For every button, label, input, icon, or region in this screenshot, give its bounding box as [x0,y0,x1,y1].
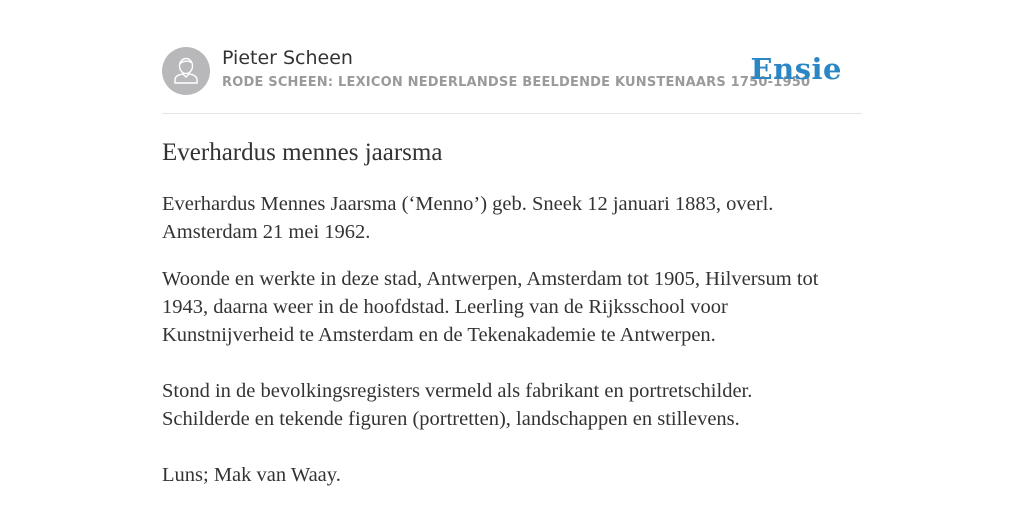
paragraph-1 [162,190,862,246]
page-title: Everhardus mennes jaarsma [162,139,443,166]
text-line: Stond in de bevolkingsregisters vermeld als fabrikant en portretschilder. [162,380,753,402]
divider [162,113,862,114]
paragraph-gap [162,433,862,461]
text-line: 1943, daarna weer in de hoofdstad. Leerling van de Rijksschool voor [162,296,728,318]
text-line: Woonde en werkte in deze stad, Antwerpen, Amsterdam tot 1905, Hilversum tot [162,268,819,290]
source-name[interactable]: RODE SCHEEN: LEXICON NEDERLANDSE BEELDENDE KUNSTENAARS 1750-1950 [222,75,811,90]
user-icon [162,47,210,95]
text-line: Everhardus Mennes Jaarsma (‘Menno’) geb. Sneek 12 januari 1883, overl. [162,193,774,215]
paragraph-2 [162,265,862,489]
header [162,47,862,113]
paragraph-gap [162,349,862,377]
author-name[interactable]: Pieter Scheen [222,47,353,69]
text-line: Kunstnijverheid te Amsterdam en de Tekenakademie te Antwerpen. [162,324,716,346]
brand-logo[interactable]: Ensie [750,52,842,86]
text-line: Schilderde en tekende figuren (portretten), landschappen en stillevens. [162,408,740,430]
avatar[interactable] [162,47,210,95]
article-body [162,190,862,508]
text-line: Luns; Mak van Waay. [162,464,341,486]
text-line: Amsterdam 21 mei 1962. [162,221,371,243]
